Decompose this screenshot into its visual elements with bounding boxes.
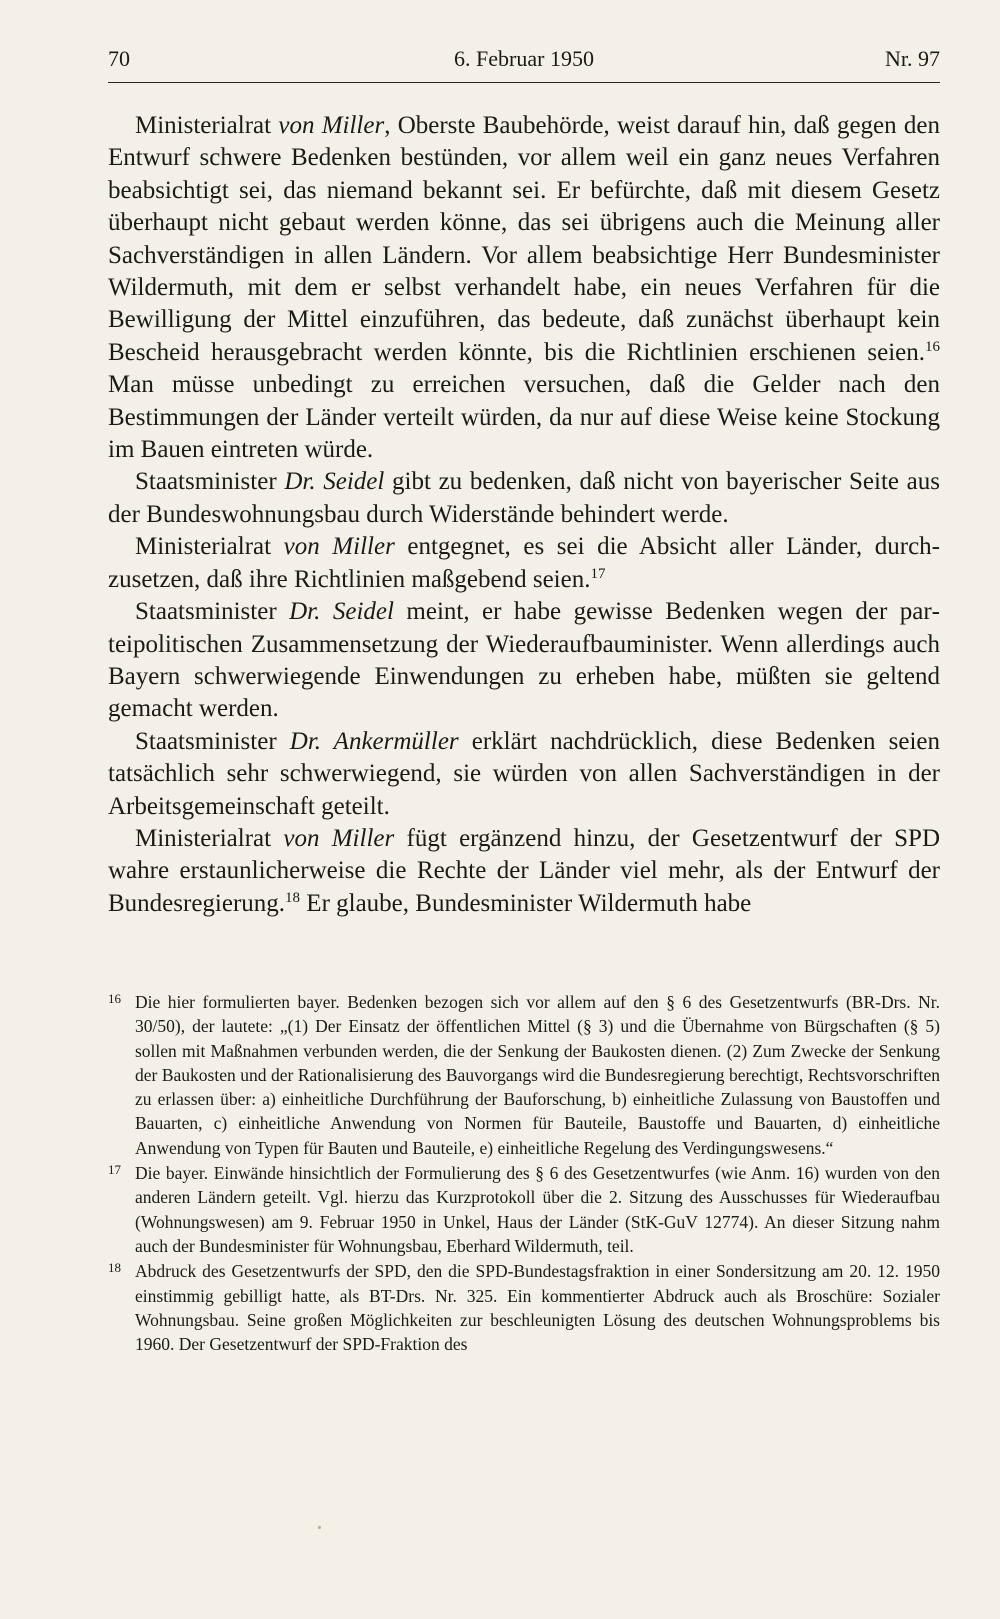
header-rule bbox=[108, 82, 940, 83]
paragraph: Ministerialrat von Miller entgegnet, es sei die Absicht aller Länder, durchzusetzen, daß ihre Richtlinien maßgebend seien.$^{17}$ bbox=[108, 533, 940, 593]
speaker-name: von Miller bbox=[278, 112, 385, 139]
footnote-number: 18 bbox=[108, 1260, 121, 1276]
paragraph: Staatsminister Dr. Seidel gibt zu bedenken, daß nicht von bayerischer Seite aus der Bundeswohnungsbau durch Widerstände behindert werde. bbox=[108, 468, 940, 528]
footnote-text: Die hier formulierten bayer. Bedenken bezogen sich vor allem auf den § 6 des Gesetzentwurfs (BR-Drs. Nr. 30/50), der lautete: „(1) Der Einsatz der öffentlichen Mittel (§ 3) und die Übernahme von Bürgschaften (§ 5) sollen mit Maßnahmen verbunden werden, die der Senkung der Baukosten dienen. (2) Zum Zwecke der Senkung der Baukosten und der Rationalisierung des Bauvorgangs wird die Bundesregierung berechtigt, Rechtsvorschriften zu erlassen über: a) einheitliche Durchführung der Bauforschung, b) einheitliche Zulassung von Baustoffen und Bauarten, c) einheitliche Anwendung von Normen für Bauteile, Baustoffe und Bauarten, d) einheitliche Anwendung von Typen für Bauten und Bauteile, e) einheitliche Regelung des Verdingungswesens.“ bbox=[135, 992, 940, 1158]
footnote-text: Abdruck des Gesetzentwurfs der SPD, den die SPD-Bundestagsfraktion in einer Sondersitzung am 20. 12. 1950 einstimmig gebilligt hatte, als BT-Drs. Nr. 325. Ein kommentierter Abdruck auch als Broschüre: Sozialer Wohnungsbau. Seine großen Möglichkeiten zur beschleunigten Lösung des deutschen Wohnungsproblems bis 1960. Der Gesetzentwurf der SPD-Fraktion des bbox=[135, 1261, 940, 1355]
footnote-number: 17 bbox=[108, 1162, 121, 1178]
page-number: 70 bbox=[108, 46, 130, 71]
paragraph: Staatsminister Dr. Ankermüller erklärt nachdrücklich, diese Bedenken seien tatsächlich sehr schwerwiegend, sie würden von allen Sachverständigen in der Arbeitsgemeinschaft geteilt. bbox=[108, 727, 940, 820]
running-header bbox=[108, 46, 940, 80]
speaker-name: von Miller bbox=[283, 533, 395, 561]
footnote-ref[interactable]: 18 bbox=[285, 889, 301, 906]
footnote bbox=[108, 1161, 940, 1258]
speaker-name: von Miller bbox=[283, 824, 395, 852]
paragraph: Ministerialrat von Miller, Oberste Baubehörde, weist darauf hin, daß gegen den Entwurf schwere Bedenken bestünden, vor allem weil ein ganz neues Verfahren beabsichtigt sei, das niemand bekannt sei. Er befürchte, daß mit diesem Gesetz überhaupt nicht gebaut werden könne, das sei übrigens auch die Meinung aller Sachverständigen in allen Ländern. Vor allem beabsichtige Herr Bundesminister Wildermuth, mit dem er selbst verhandelt habe, ein neues Verfahren für die Bewilligung der Mittel einzuführen, das bedeute, daß zunächst überhaupt kein Bescheid herausgebracht werden könnte, bis die Richtlinien erschienen seien.$^{16}$ Man müsse unbedingt zu erreichen versuchen, daß die Gelder nach den Bestimmungen der Länder verteilt würden, da nur auf diese Weise keine Stockung im Bauen eintreten würde. bbox=[108, 112, 940, 464]
footnote-text: Die bayer. Einwände hinsichtlich der Formulierung des § 6 des Gesetzentwurfes (wie Anm. 16) wurden von den anderen Ländern geteilt. Vgl. hierzu das Kurzprotokoll über die 2. Sitzung des Ausschusses für Wiederaufbau (Wohnungswesen) am 9. Februar 1950 in Unkel, Haus der Länder (StK-GuV 12774). An dieser Sitzung nahm auch der Bundesminister für Wohnungsbau, Eberhard Wildermuth, teil. bbox=[135, 1163, 940, 1256]
speaker-name: Dr. Seidel bbox=[289, 598, 394, 626]
footnote bbox=[108, 990, 940, 1160]
paragraph: Ministerialrat von Miller fügt ergänzend hinzu, der Gesetzentwurf der SPD wahre erstaunlicherweise die Rechte der Länder viel mehr, als der Entwurf der Bundesregierung.$^{18}$ Er glaube, Bundesminister Wildermuth habe bbox=[108, 824, 940, 917]
main-text bbox=[108, 110, 940, 920]
paragraph: Staatsminister Dr. Seidel meint, er habe gewisse Bedenken wegen der parteipolitischen Zusammensetzung der Wiederaufbauminister. Wenn allerdings auch Bayern schwerwiegende Einwendungen zu erheben habe, müßten sie geltend gemacht werden. bbox=[108, 598, 940, 723]
speaker-name: Dr. Seidel bbox=[284, 468, 385, 496]
footnotes bbox=[108, 990, 940, 1357]
footnote-ref[interactable]: 16 bbox=[925, 338, 940, 355]
footnote bbox=[108, 1259, 940, 1356]
footnote-ref[interactable]: 17 bbox=[590, 565, 606, 582]
speaker-name: Dr. Ankermüller bbox=[289, 727, 459, 755]
issue-number: Nr. 97 bbox=[885, 46, 940, 71]
footnote-number: 16 bbox=[108, 991, 121, 1006]
header-date: 6. Februar 1950 bbox=[454, 46, 594, 71]
paper-speck bbox=[318, 1526, 321, 1529]
